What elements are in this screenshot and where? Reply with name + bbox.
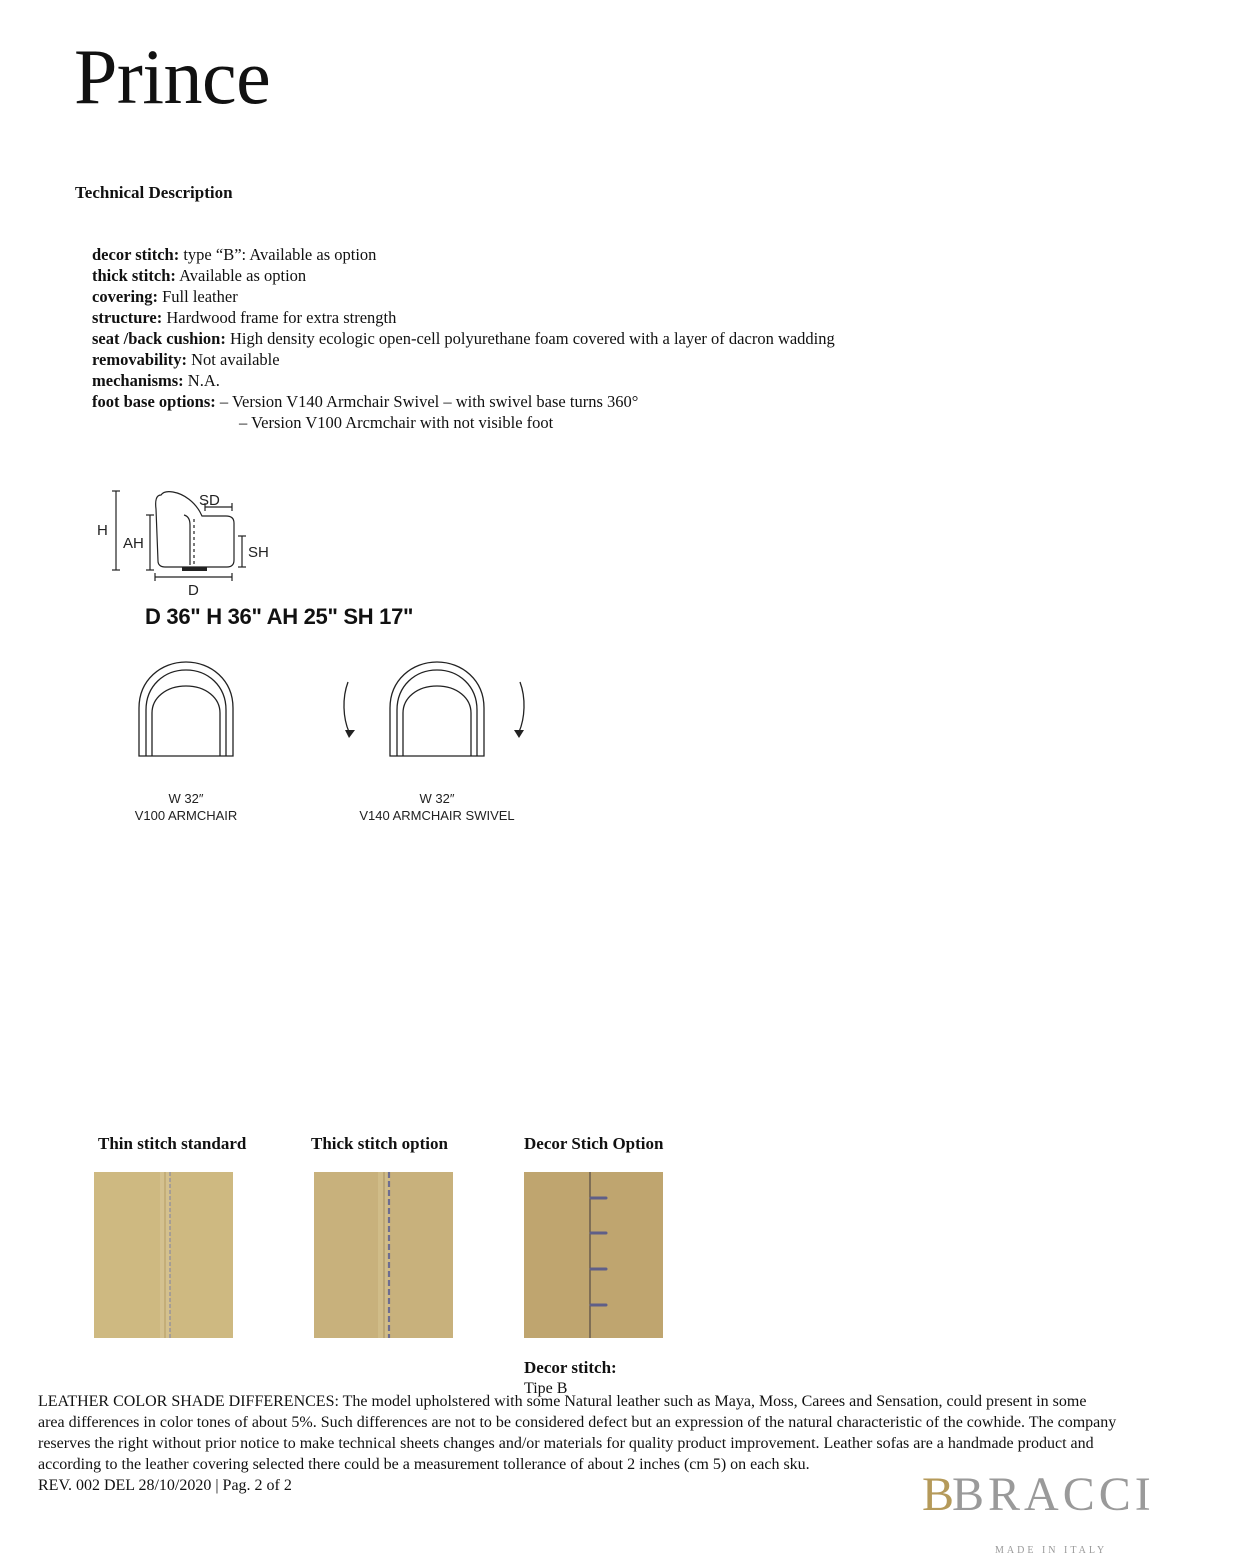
rotate-arrow-right-icon (514, 730, 524, 738)
diagram-label-sh: SH (248, 544, 269, 561)
spec-label: thick stitch: (92, 266, 176, 285)
notice-line: area differences in color tones of about 5%. Such differences are not to be considered defect but an expression of the natural characteristic of the cowhide. The company (38, 1414, 1117, 1431)
spec-row-foot-base (92, 391, 835, 412)
diagram-label-sd: SD (199, 492, 220, 509)
stitch-title-decor: Decor Stich Option (524, 1134, 664, 1153)
spec-label: structure: (92, 308, 163, 327)
spec-row-mechanisms (92, 370, 835, 391)
decor-stitch-label: Decor stitch: (524, 1358, 617, 1377)
section-title: Technical Description (75, 183, 233, 202)
spec-row-removability (92, 349, 835, 370)
spec-value: Available as option (179, 266, 307, 285)
diagram-label-d: D (188, 582, 199, 599)
model-width: W 32″ (168, 791, 204, 806)
notice-line: reserves the right without prior notice to make technical sheets changes and/or materials for quality product improvement. Leather sofas are a handmade product and (38, 1435, 1094, 1452)
spec-value: type “B”: Available as option (183, 245, 377, 264)
spec-label: seat /back cushion: (92, 329, 226, 348)
notice-line: LEATHER COLOR SHADE DIFFERENCES: The model upholstered with some Natural leather such as Maya, Moss, Carees and Sensation, could present in some (38, 1393, 1087, 1410)
model-caption-v100 (106, 790, 266, 824)
spec-row-covering (92, 286, 835, 307)
spec-value: Full leather (162, 287, 238, 306)
stitch-title-thick: Thick stitch option (311, 1134, 448, 1153)
diagram-label-ah: AH (123, 535, 144, 552)
spec-label: removability: (92, 350, 188, 369)
decor-stitch-swatch (524, 1172, 663, 1338)
brand-initial: B (922, 1470, 955, 1521)
stitch-title-thin: Thin stitch standard (98, 1134, 247, 1153)
spec-value: Hardwood frame for extra strength (166, 308, 397, 327)
dimensions-line: D 36" H 36" AH 25" SH 17" (145, 604, 414, 629)
brand-logo (922, 1470, 1197, 1532)
spec-row-decor-stitch (92, 244, 835, 265)
diagram-label-h: H (97, 522, 108, 539)
armchair-top-view-icon (136, 658, 236, 760)
product-title: Prince (74, 33, 271, 120)
spec-value: Not available (191, 350, 280, 369)
spec-list (92, 244, 835, 433)
model-name: V140 ARMCHAIR SWIVEL (359, 808, 515, 823)
decor-stitch-value: Tipe B (524, 1380, 568, 1397)
rotate-arrow-left-icon (345, 730, 355, 738)
spec-row-structure (92, 307, 835, 328)
spec-label: foot base options: (92, 392, 216, 411)
model-width: W 32″ (419, 791, 455, 806)
notice-line: according to the leather covering selected there could be a measurement tollerance of about 2 inches (cm 5) on each sku. (38, 1456, 810, 1473)
model-caption-v140 (337, 790, 537, 824)
brand-wordmark: BRACCI (952, 1470, 1155, 1521)
model-name: V100 ARMCHAIR (134, 808, 238, 823)
spec-value: High density ecologic open-cell polyurethane foam covered with a layer of dacron wadding (229, 329, 835, 348)
spec-value: – Version V140 Armchair Swivel – with swivel base turns 360° (219, 392, 639, 411)
spec-row-thick-stitch (92, 265, 835, 286)
spec-row-foot-base-continued: – Version V100 Arcmchair with not visible foot (239, 413, 554, 432)
spec-label: covering: (92, 287, 158, 306)
thin-stitch-swatch (94, 1172, 233, 1338)
spec-label: mechanisms: (92, 371, 184, 390)
thick-stitch-swatch (314, 1172, 453, 1338)
revision-line: REV. 002 DEL 28/10/2020 | Pag. 2 of 2 (38, 1477, 292, 1494)
brand-tagline: MADE IN ITALY (995, 1545, 1108, 1556)
spec-row-cushion (92, 328, 835, 349)
spec-label: decor stitch: (92, 245, 180, 264)
swivel-chair-top-view-icon (340, 658, 540, 760)
spec-value: N.A. (187, 371, 220, 390)
